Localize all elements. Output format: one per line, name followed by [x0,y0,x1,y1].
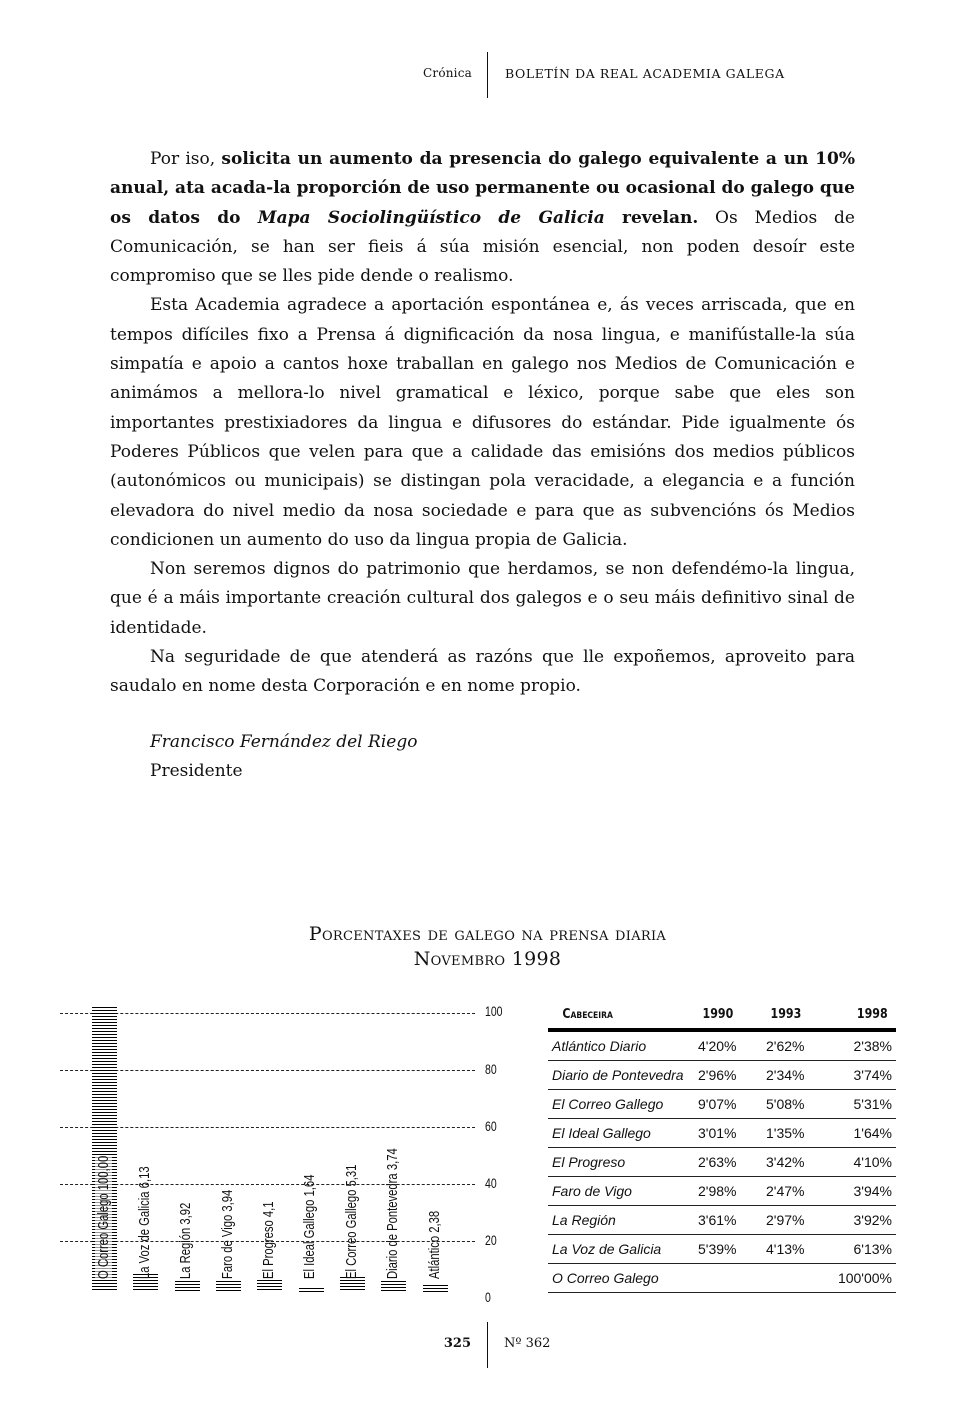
paragraph-2: Esta Academia agradece a aportación espontánea e, ás veces arriscada, que en tempos difíciles fixo a Prensa á dignificación da nosa lingua, e manifústalle-la súa simpatía e apoio a cantos hoxe traballan en galego nos Medios de Comunicación e animámos a mellora-lo nivel gramatical e léxico, porque sabe que eles son importantes prestixiadores da lingua e difusores do estándar. Pide igualmente ós Poderes Públicos que velen para que a calidade das emisións dos medios públicos (autonómicos ou municipais) se distingan pola veracidade, a elegancia e a función elevadora do nivel medio da nosa sociedade e para que as subvencións ós Medios condicionen un aumento do uso da lingua propia de Galicia. [110,295,855,550]
table-row: El Progreso 2'63% 3'42% 4'10% [548,1148,896,1177]
table-row: El Ideal Gallego 3'01% 1'35% 1'64% [548,1119,896,1148]
bar-faro-de-vigo [216,1281,241,1292]
header-divider [487,52,488,98]
table-row: O Correo Galego 100'00% [548,1264,896,1293]
map-title: Mapa Sociolingüístico de Galicia [257,207,605,228]
section-label: Crónica [423,66,472,80]
y-tick: 60 [485,1118,497,1134]
column-header: Cabeceira [559,1003,683,1030]
letter-body [110,145,855,702]
table-row: La Voz de Galicia 5'39% 4'13% 6'13% [548,1235,896,1264]
bar-label: La Región 3,92 [177,1202,194,1279]
percentages-table [548,1003,896,1293]
table-row: El Correo Gallego 9'07% 5'08% 5'31% [548,1090,896,1119]
bar-label: El Progreso 4,1 [260,1201,277,1279]
bar-label: Diario de Pontevedra 3,74 [384,1148,401,1279]
page-footer [0,1322,975,1368]
paragraph-3: Non seremos dignos do patrimonio que herdamos, se non defendémo-la lingua, que é a máis importante creación cultural dos galegos e o seu máis definitivo sinal de identidade. [110,559,855,638]
bar-label: Faro de Vigo 3,94 [219,1189,236,1279]
bar-el-correo-gallego [340,1277,365,1292]
page-number: 325 [443,1336,471,1351]
bar-el-ideal-gallego [299,1288,324,1292]
table-header-row [548,1003,896,1030]
bar-label: El Correo Gallego 5,31 [343,1164,360,1279]
column-header: 1993 [767,1003,825,1030]
issue-number: Nº 362 [504,1336,551,1351]
bar-chart [60,1000,520,1305]
bar-label: El Ideal Gallego 1,64 [301,1174,318,1279]
running-header [0,52,975,100]
bar-la-region [175,1281,200,1292]
bar-atlantico [423,1285,448,1292]
journal-title: BOLETÍN DA REAL ACADEMIA GALEGA [505,66,785,81]
bar-label: O Correo Galego 100,00 [95,1155,112,1279]
signatory-name: Francisco Fernández del Riego [150,732,418,752]
emphasis-request: solicita un aumento da presencia do galego equivalente a un 10% anual, ata acada-la proporción de uso permanente ou ocasional do galego que os datos do [110,149,855,228]
bar-el-progreso [257,1280,282,1292]
bar-label: Atlántico 2,38 [426,1210,443,1279]
table-row: Faro de Vigo 2'98% 2'47% 3'94% [548,1177,896,1206]
bar-label: La Voz de Galicia 6,13 [136,1166,153,1279]
y-tick: 0 [485,1289,491,1305]
signature-block [150,728,417,786]
table-row: La Región 3'61% 2'97% 3'92% [548,1206,896,1235]
y-tick: 40 [485,1175,497,1191]
chart-title: Porcentaxes de galego na prensa diaria Novembro 1998 [308,923,667,970]
gridline-80 [60,1070,475,1071]
gridline-60 [60,1127,475,1128]
paragraph-1: Por iso, solicita un aumento da presencia do galego equivalente a un 10% anual, ata acada-la proporción de uso permanente ou ocasional do galego que os datos do Mapa Sociolingüístico de Galicia revelan. Os Medios de Comunicación, se han ser fieis á súa misión esencial, non poden desoír este compromiso que se lles pide dende o realismo. [110,149,855,287]
gridline-100 [60,1013,475,1014]
footer-divider [487,1322,488,1368]
column-header: 1998 [835,1003,891,1030]
y-tick: 100 [485,1003,503,1019]
y-tick: 20 [485,1232,497,1248]
table-row: Atlántico Diario 4'20% 2'62% 2'38% [548,1030,896,1061]
paragraph-4: Na seguridade de que atenderá as razóns que lle expoñemos, aproveito para saudalo en nome desta Corporación e en nome propio. [110,647,855,697]
gridline-40 [60,1184,475,1185]
y-tick: 80 [485,1061,497,1077]
signatory-role: Presidente [150,761,243,781]
bar-diario-de-pontevedra [381,1281,406,1292]
column-header: 1990 [699,1003,757,1030]
table-row: Diario de Pontevedra 2'96% 2'34% 3'74% [548,1061,896,1090]
